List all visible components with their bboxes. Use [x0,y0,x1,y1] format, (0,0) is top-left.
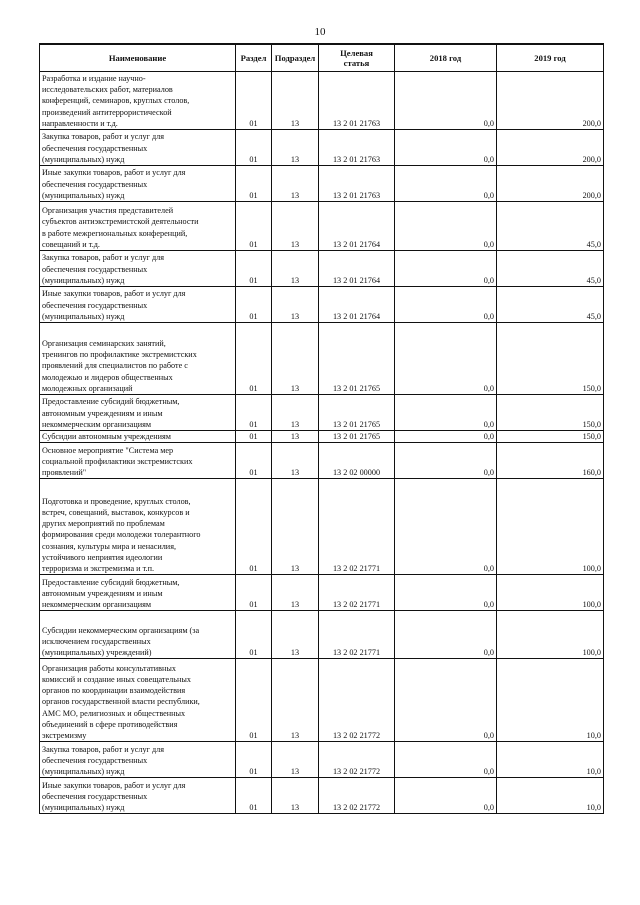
row-section-cell: 01 [236,323,272,395]
row-subsection-cell: 13 [272,166,319,202]
row-section-cell: 01 [236,742,272,778]
row-article-cell: 13 2 01 21765 [319,323,395,395]
header-article: Целевая статья [319,44,395,72]
table-row [40,742,604,778]
row-2018-cell: 0,0 [395,479,497,575]
row-section-cell: 01 [236,575,272,611]
row-2018-cell: 0,0 [395,323,497,395]
row-2018-cell: 0,0 [395,72,497,130]
row-name-cell: Иные закупки товаров, работ и услуг для обеспечения государственных (муниципальных) нужд [40,287,236,323]
row-article-cell: 13 2 02 21771 [319,479,395,575]
row-article-cell: 13 2 02 21772 [319,742,395,778]
row-subsection-cell: 13 [272,443,319,479]
table-row [40,479,604,575]
row-2018-cell: 0,0 [395,202,497,251]
header-section: Раздел [236,44,272,72]
row-article-cell: 13 2 01 21763 [319,166,395,202]
row-2019-cell: 45,0 [497,251,604,287]
row-2019-cell: 10,0 [497,778,604,814]
row-section-cell: 01 [236,251,272,287]
row-2018-cell: 0,0 [395,287,497,323]
table-row [40,323,604,395]
row-name-cell: Субсидии некоммерческим организациям (за исключением государственных (муниципальных) учреждений) [40,611,236,659]
row-article-cell: 13 2 02 21772 [319,778,395,814]
row-2019-cell: 150,0 [497,431,604,443]
row-section-cell: 01 [236,130,272,166]
table-row [40,251,604,287]
table-row [40,202,604,251]
row-subsection-cell: 13 [272,287,319,323]
table-row [40,778,604,814]
table-row [40,395,604,431]
row-2018-cell: 0,0 [395,443,497,479]
header-row [40,44,604,72]
row-subsection-cell: 13 [272,479,319,575]
row-2019-cell: 150,0 [497,395,604,431]
table-row [40,443,604,479]
row-name-cell: Иные закупки товаров, работ и услуг для обеспечения государственных (муниципальных) нужд [40,778,236,814]
row-2019-cell: 160,0 [497,443,604,479]
row-2018-cell: 0,0 [395,130,497,166]
row-section-cell: 01 [236,443,272,479]
row-2019-cell: 10,0 [497,659,604,742]
row-2018-cell: 0,0 [395,778,497,814]
row-article-cell: 13 2 02 21771 [319,575,395,611]
page-number: 10 [314,26,326,38]
table-row [40,130,604,166]
table-row [40,166,604,202]
row-2018-cell: 0,0 [395,166,497,202]
row-name-cell: Субсидии автономным учреждениям [40,431,236,443]
row-subsection-cell: 13 [272,130,319,166]
row-subsection-cell: 13 [272,575,319,611]
table-body [40,72,604,814]
row-subsection-cell: 13 [272,611,319,659]
row-2019-cell: 100,0 [497,611,604,659]
row-subsection-cell: 13 [272,251,319,287]
table-row [40,431,604,443]
table-row [40,611,604,659]
row-article-cell: 13 2 01 21764 [319,251,395,287]
table-row [40,575,604,611]
row-subsection-cell: 13 [272,742,319,778]
row-section-cell: 01 [236,479,272,575]
row-article-cell: 13 2 02 21772 [319,659,395,742]
row-subsection-cell: 13 [272,431,319,443]
row-article-cell: 13 2 01 21764 [319,202,395,251]
row-article-cell: 13 2 01 21764 [319,287,395,323]
row-section-cell: 01 [236,659,272,742]
row-section-cell: 01 [236,431,272,443]
row-subsection-cell: 13 [272,659,319,742]
row-2019-cell: 200,0 [497,166,604,202]
row-2019-cell: 100,0 [497,479,604,575]
row-2018-cell: 0,0 [395,659,497,742]
row-2018-cell: 0,0 [395,251,497,287]
budget-table [39,43,604,814]
row-2018-cell: 0,0 [395,431,497,443]
row-name-cell: Разработка и издание научно- исследовательских работ, материалов конференций, семинаров, круглых столов, произведений антитеррористической направленности и т.д. [40,72,236,130]
row-subsection-cell: 13 [272,395,319,431]
row-2018-cell: 0,0 [395,575,497,611]
row-name-cell: Подготовка и проведение, круглых столов, встреч, совещаний, выставок, конкурсов и других мероприятий по проблемам формирования среди молодежи толерантного сознания, культуры мира и ненасилия, устойчивого неприятия идеологии терроризма и экстремизма и т.п. [40,479,236,575]
row-2019-cell: 150,0 [497,323,604,395]
table-row [40,72,604,130]
row-article-cell: 13 2 01 21763 [319,72,395,130]
row-article-cell: 13 2 01 21765 [319,431,395,443]
row-name-cell: Организация семинарских занятий, тренингов по профилактике экстремистских проявлений для специалистов по работе с молодежью и лидеров общественных молодежных организаций [40,323,236,395]
row-section-cell: 01 [236,778,272,814]
row-subsection-cell: 13 [272,72,319,130]
row-article-cell: 13 2 02 00000 [319,443,395,479]
row-section-cell: 01 [236,202,272,251]
row-2018-cell: 0,0 [395,395,497,431]
row-section-cell: 01 [236,395,272,431]
header-2019: 2019 год [497,44,604,72]
row-subsection-cell: 13 [272,778,319,814]
row-2019-cell: 45,0 [497,287,604,323]
row-name-cell: Закупка товаров, работ и услуг для обеспечения государственных (муниципальных) нужд [40,251,236,287]
row-subsection-cell: 13 [272,323,319,395]
row-name-cell: Основное мероприятие "Система мер социальной профилактики экстремистских проявлений" [40,443,236,479]
header-name: Наименование [40,44,236,72]
table-header [40,44,604,72]
row-name-cell: Организация работы консультативных комиссий и создание иных совещательных органов по координации взаимодействия органов государственной власти республики, АМС МО, религиозных и общественных объединений в сфере противодействия экстремизму [40,659,236,742]
row-subsection-cell: 13 [272,202,319,251]
row-article-cell: 13 2 01 21763 [319,130,395,166]
row-name-cell: Закупка товаров, работ и услуг для обеспечения государственных (муниципальных) нужд [40,130,236,166]
row-section-cell: 01 [236,611,272,659]
row-2019-cell: 10,0 [497,742,604,778]
row-article-cell: 13 2 01 21765 [319,395,395,431]
table-row [40,659,604,742]
row-name-cell: Предоставление субсидий бюджетным, автономным учреждениям и иным некоммерческим организациям [40,395,236,431]
row-2019-cell: 100,0 [497,575,604,611]
header-subsection: Подраздел [272,44,319,72]
header-2018: 2018 год [395,44,497,72]
row-section-cell: 01 [236,166,272,202]
table-row [40,287,604,323]
row-name-cell: Предоставление субсидий бюджетным, автономным учреждениям и иным некоммерческим организациям [40,575,236,611]
row-name-cell: Иные закупки товаров, работ и услуг для обеспечения государственных (муниципальных) нужд [40,166,236,202]
row-2018-cell: 0,0 [395,611,497,659]
row-section-cell: 01 [236,72,272,130]
row-2019-cell: 200,0 [497,130,604,166]
row-article-cell: 13 2 02 21771 [319,611,395,659]
row-name-cell: Организация участия представителей субъектов антиэкстремистской деятельности в работе межрегиональных конференций, совещаний и т.д. [40,202,236,251]
row-name-cell: Закупка товаров, работ и услуг для обеспечения государственных (муниципальных) нужд [40,742,236,778]
row-2018-cell: 0,0 [395,742,497,778]
row-2019-cell: 200,0 [497,72,604,130]
row-2019-cell: 45,0 [497,202,604,251]
row-section-cell: 01 [236,287,272,323]
